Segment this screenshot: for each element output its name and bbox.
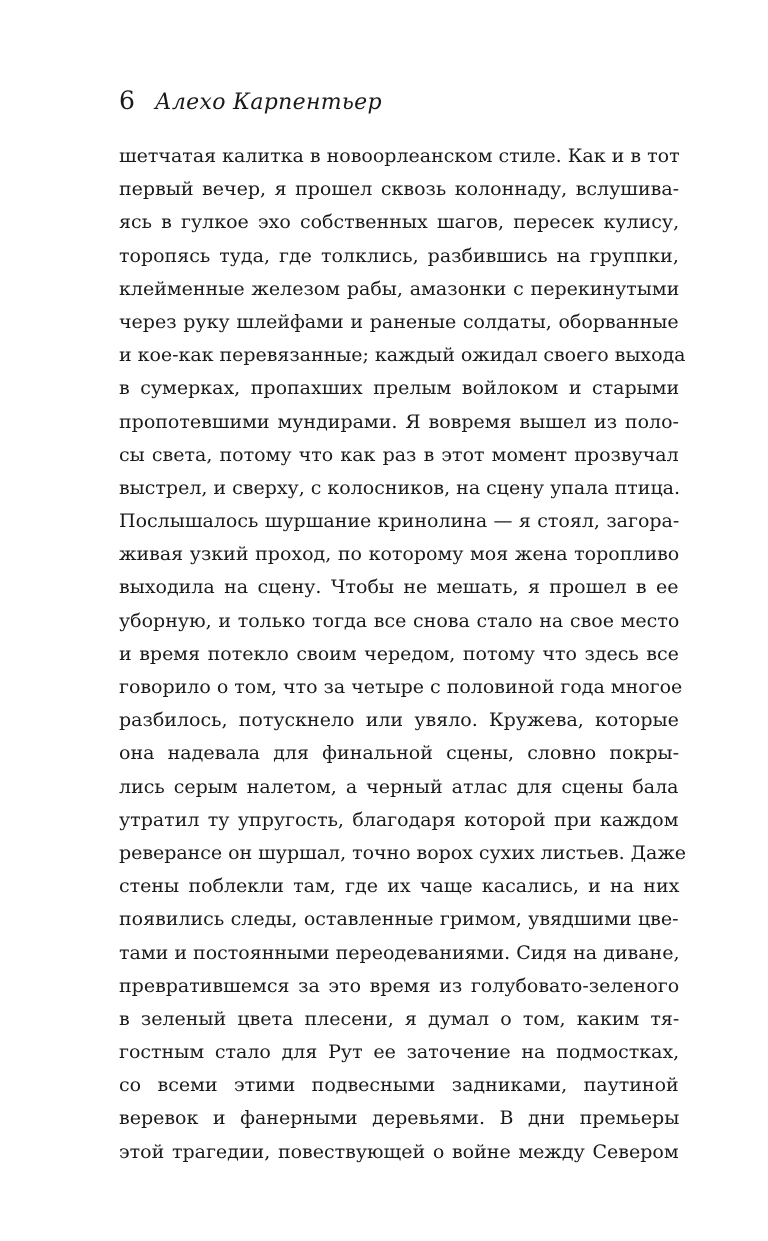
running-title: Алехо Карпентьер xyxy=(154,90,382,115)
text-line: тами и постоянными переодеваниями. Сидя на диване, xyxy=(119,941,680,964)
text-line: веревок и фанерными деревьями. В дни премьеры xyxy=(119,1107,680,1130)
text-line: разбилось, потускнело или увяло. Кружева, которые xyxy=(119,709,679,732)
text-line: через руку шлейфами и раненые солдаты, оборванные xyxy=(119,310,679,333)
text-line: со всеми этими подвесными задниками, паутиной xyxy=(119,1074,679,1097)
text-line: лись серым налетом, а черный атлас для сцены бала xyxy=(119,775,679,798)
body-text xyxy=(119,140,687,1169)
text-line: стены поблекли там, где их чаще касались, и на них xyxy=(119,875,680,898)
text-line: ясь в гулкое эхо собственных шагов, пересек кулису, xyxy=(119,211,680,234)
text-line: выстрел, и сверху, с колосников, на сцену упала птица. xyxy=(119,476,681,499)
text-line: уборную, и только тогда все снова стало на свое место xyxy=(119,609,680,632)
text-line: в сумерках, пропахших прелым войлоком и старыми xyxy=(119,377,680,400)
text-line: превратившемся за это время из голубовато-зеленого xyxy=(119,974,680,997)
text-line: она надевала для финальной сцены, словно покры- xyxy=(119,742,680,765)
page-number: 6 xyxy=(119,86,135,115)
text-line: появились следы, оставленные гримом, увядшими цве- xyxy=(119,908,679,931)
text-line: говорило о том, что за четыре с половиной года многое xyxy=(119,676,683,698)
text-line: в зеленый цвета плесени, я думал о том, каким тя- xyxy=(119,1007,680,1030)
text-line: этой трагедии, повествующей о войне между Севером xyxy=(119,1140,679,1163)
page-header xyxy=(119,86,382,126)
text-line: первый вечер, я прошел сквозь колоннаду, вслушива- xyxy=(119,178,680,201)
text-line: реверансе он шуршал, точно ворох сухих листьев. Даже xyxy=(119,841,687,864)
text-line: пропотевшими мундирами. Я вовремя вышел из поло- xyxy=(119,410,679,433)
text-line: шетчатая калитка в новоорлеанском стиле. Как и в тот xyxy=(119,145,680,167)
text-line: живая узкий проход, по которому моя жена торопливо xyxy=(119,543,680,566)
text-line: сы света, потому что как раз в этот момент прозвучал xyxy=(119,443,679,466)
text-line: Послышалось шуршание кринолина — я стоял, загора- xyxy=(119,510,680,533)
text-line: клейменные железом рабы, амазонки с перекинутыми xyxy=(119,277,680,300)
text-line: и кое-как перевязанные; каждый ожидал своего выхода xyxy=(119,344,686,367)
text-line: утратил ту упругость, благодаря которой при каждом xyxy=(119,808,679,831)
text-line: и время потекло своим чередом, потому что здесь все xyxy=(119,642,679,665)
text-line: выходила на сцену. Чтобы не мешать, я прошел в ее xyxy=(119,576,679,599)
text-line: торопясь туда, где толклись, разбившись на группки, xyxy=(119,244,679,267)
text-line: гостным стало для Рут ее заточение на подмостках, xyxy=(119,1041,680,1064)
